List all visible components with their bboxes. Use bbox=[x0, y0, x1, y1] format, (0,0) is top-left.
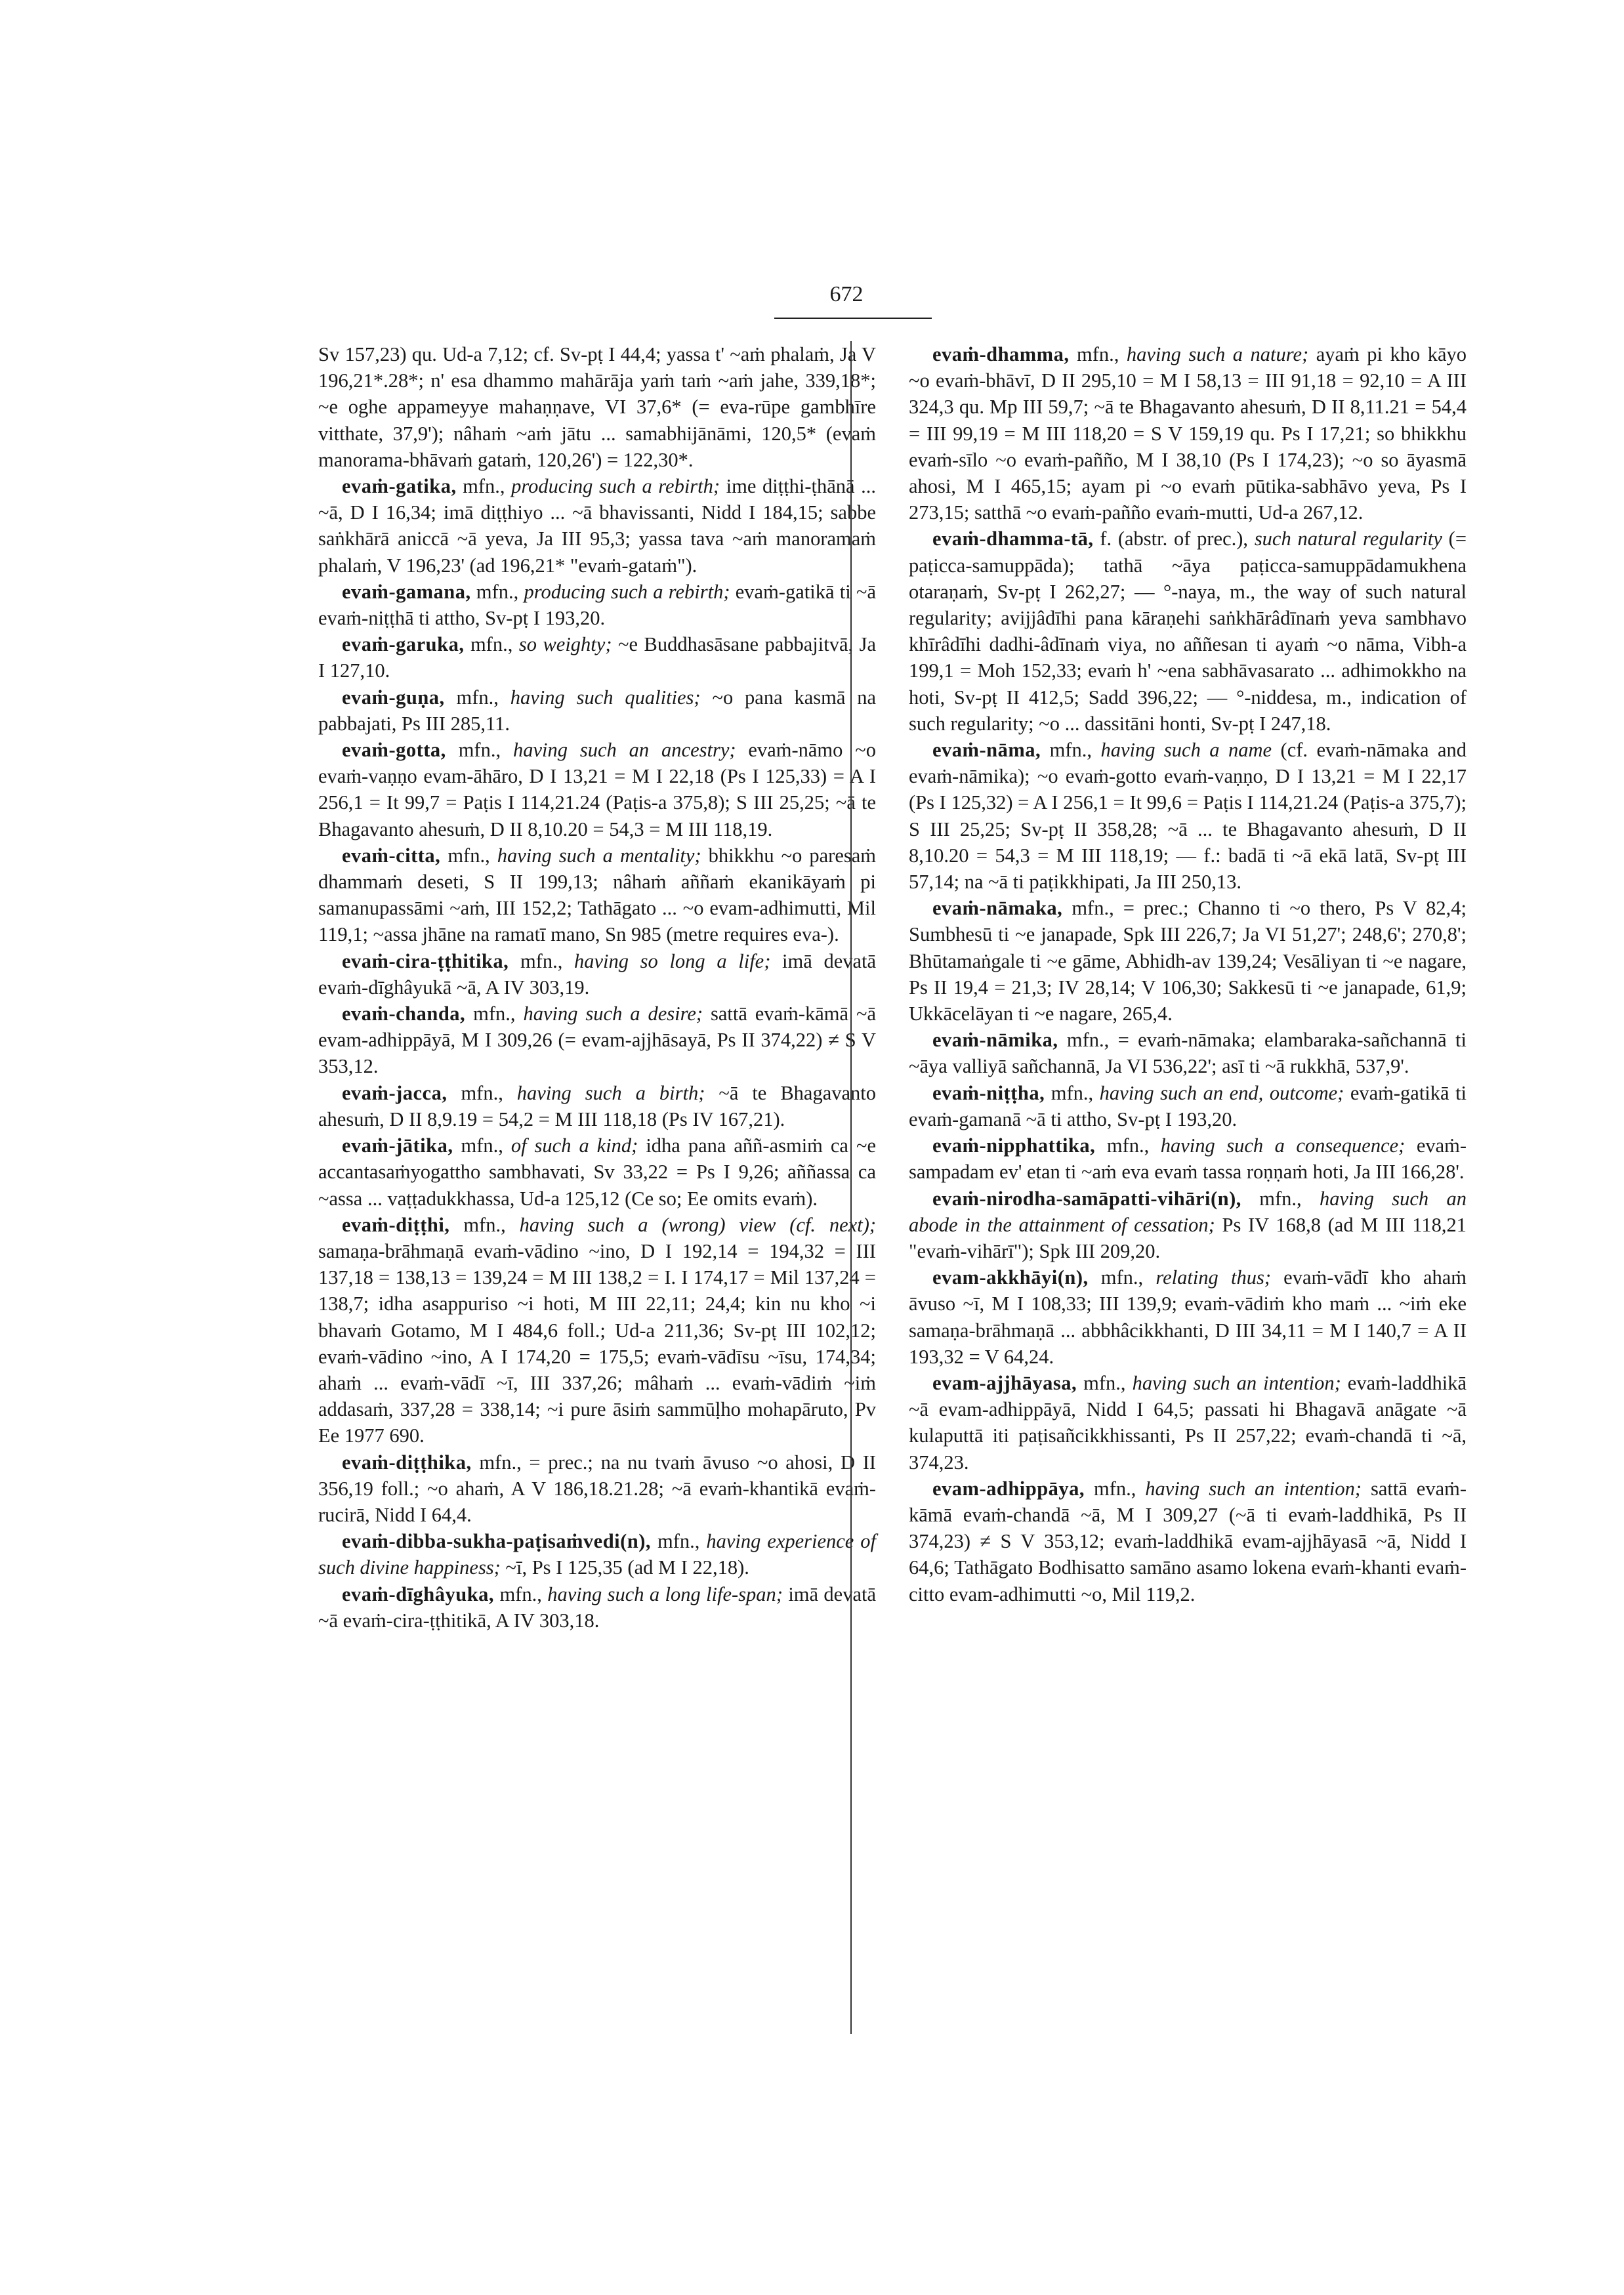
entry-text: evaṁ-laddhikā ~ā evam-adhippāyā, Nidd I 64,5; passati hi Bhagavā anāgate ~ā kulaputtā iti paṭisañcikkhissanti, Ps II 257,22; evaṁ-chandā ti ~ā, 374,23. bbox=[909, 1371, 1467, 1474]
entry-headword: evaṁ-citta, bbox=[342, 844, 441, 867]
entry-grammar: f. (abstr. of prec.), bbox=[1100, 527, 1249, 550]
page-number: 672 bbox=[829, 282, 864, 306]
dictionary-entry bbox=[909, 1476, 1467, 1607]
entry-text: elambaraka-sañchannā ti ~āya valliyā sañchannā, Ja VI 536,22'; asī ti ~ā rukkhā, 537,9'. bbox=[909, 1029, 1467, 1078]
entry-grammar: mfn., = prec.; bbox=[1072, 897, 1189, 920]
dictionary-entry bbox=[318, 684, 876, 737]
dictionary-entry bbox=[318, 341, 876, 473]
entry-gloss: relating thus; bbox=[1156, 1266, 1271, 1289]
dictionary-entry bbox=[909, 1264, 1467, 1370]
entry-gloss: having such an end, outcome; bbox=[1099, 1081, 1344, 1104]
entry-text: evaṁ-gatikā ti evaṁ-gamanā ~ā ti attho, Sv-pṭ I 193,20. bbox=[909, 1081, 1467, 1130]
entry-text: idha pana aññ-asmiṁ ca ~e accantasaṁyogattho sambhavati, Sv 33,22 = Ps I 9,26; aññassa ca ~assa ... vaṭṭadukkhassa, Ud-a 125,12 (Ce so; Ee omits evaṁ). bbox=[318, 1134, 876, 1210]
entry-headword: evaṁ-nāma, bbox=[932, 739, 1041, 762]
entry-gloss: having such a birth; bbox=[516, 1081, 705, 1104]
entry-text: imā devatā ~ā evaṁ-cira-ṭṭhitikā, A IV 303,18. bbox=[318, 1582, 877, 1632]
entry-text: ~ī, Ps I 125,35 (ad M I 22,18). bbox=[505, 1556, 749, 1579]
entry-text: ~o pana kasmā na pabbajati, Ps III 285,11. bbox=[318, 686, 877, 735]
entry-text: evaṁ-sampadam ev' etan ti ~aṁ eva evaṁ tassa roṇṇaṁ hoti, Ja III 166,28'. bbox=[909, 1134, 1467, 1184]
entry-text: bhikkhu ~o paresaṁ dhammaṁ deseti, S II 199,13; nâhaṁ aññaṁ ekanikāyaṁ pi samanupassāmi ~aṁ, III 152,2; Tathāgato ... ~o evam-adhimutti, Mil 119,1; ~assa jhāne na ramatī mano, Sn 985 (metre requires eva-). bbox=[318, 844, 876, 946]
entry-grammar: mfn., bbox=[499, 1582, 542, 1605]
entry-grammar: mfn., bbox=[1106, 1134, 1150, 1157]
entry-headword: evam-ajjhāyasa, bbox=[932, 1371, 1077, 1394]
entry-gloss: producing such a rebirth; bbox=[524, 580, 730, 603]
entry-headword: evaṁ-dibba-sukha-paṭisaṁvedi(n), bbox=[342, 1530, 652, 1553]
entry-gloss: producing such a rebirth; bbox=[511, 475, 720, 498]
entry-headword: evam-akkhāyi(n), bbox=[932, 1266, 1089, 1289]
entry-gloss: having experience of such divine happiness; bbox=[318, 1530, 877, 1579]
entry-headword: evaṁ-dīghâyuka, bbox=[342, 1582, 495, 1605]
dictionary-entry bbox=[318, 1132, 876, 1212]
dictionary-entry bbox=[318, 579, 876, 631]
left-column bbox=[318, 341, 876, 1634]
entry-text: Channo ti ~o thero, Ps V 82,4; Sumbhesū ti ~e janapade, Spk III 226,7; Ja VI 51,27'; 248,6'; 270,8'; Bhūtamaṅgale ti ~e gāme, Abhidh-av 139,24; Vesāliyan ti ~e nagare, Ps II 19,4 = 21,3; IV 28,14; V 106,30; Sakkesū ti ~e janapade, 61,9; Ukkācelāyan ti ~e nagare, 265,4. bbox=[909, 897, 1467, 1025]
entry-gloss: so weighty; bbox=[518, 633, 612, 656]
dictionary-entry bbox=[318, 948, 876, 1001]
entry-text: evaṁ-vādī kho ahaṁ āvuso ~ī, M I 108,33; III 139,9; evaṁ-vādiṁ kho maṁ ... ~iṁ eke samaṇa-brāhmaṇā ... abbhâcikkhanti, D III 34,11 = M I 140,7 = A II 193,32 = V 64,24. bbox=[909, 1266, 1467, 1368]
dictionary-entry bbox=[318, 1528, 876, 1581]
entry-text: ~e Buddhasāsane pabbajitvā, Ja I 127,10. bbox=[318, 633, 877, 682]
entry-headword: evam-adhippāya, bbox=[932, 1477, 1085, 1500]
dictionary-entry bbox=[909, 1027, 1467, 1079]
dictionary-entry bbox=[318, 842, 876, 948]
entry-grammar: mfn., bbox=[463, 1213, 506, 1236]
entry-grammar: mfn., bbox=[1051, 1081, 1094, 1104]
entry-grammar: mfn., bbox=[456, 686, 499, 709]
dictionary-entry bbox=[909, 1186, 1467, 1265]
entry-grammar: mfn., bbox=[1076, 343, 1119, 365]
dictionary-entry bbox=[318, 631, 876, 684]
entry-grammar: mfn., bbox=[473, 1003, 516, 1025]
entry-gloss: having such a name bbox=[1100, 739, 1272, 762]
entry-gloss: such natural regularity bbox=[1254, 527, 1442, 550]
entry-grammar: mfn., bbox=[470, 633, 513, 656]
entry-gloss: having such qualities; bbox=[510, 686, 701, 709]
dictionary-entry bbox=[318, 1080, 876, 1132]
entry-gloss: having such a consequence; bbox=[1160, 1134, 1405, 1157]
dictionary-entry bbox=[909, 895, 1467, 1027]
entry-gloss: having such a (wrong) view (cf. next); bbox=[519, 1213, 877, 1236]
entry-headword: evaṁ-nāmika, bbox=[932, 1029, 1058, 1052]
entry-headword: evaṁ-garuka, bbox=[342, 633, 465, 656]
dictionary-entry bbox=[318, 473, 876, 579]
entry-text: sattā evaṁ-kāmā ~ā evam-adhippāyā, M I 309,26 (= evam-ajjhāsayā, Ps II 374,22) ≠ S V 353,12. bbox=[318, 1003, 877, 1078]
entry-text: evaṁ-gatikā ti ~ā evaṁ-niṭṭhā ti attho, Sv-pṭ I 193,20. bbox=[318, 580, 876, 630]
entry-gloss: having such a nature; bbox=[1126, 343, 1309, 365]
entry-text: imā devatā evaṁ-dīghâyukā ~ā, A IV 303,19. bbox=[318, 949, 877, 999]
entry-grammar: mfn., bbox=[1259, 1187, 1302, 1210]
entry-grammar: mfn., bbox=[1100, 1266, 1144, 1289]
column-divider bbox=[850, 341, 852, 2034]
entry-headword: evaṁ-nipphattika, bbox=[932, 1134, 1096, 1157]
entry-grammar: mfn., bbox=[1049, 739, 1092, 762]
dictionary-entry bbox=[318, 1001, 876, 1080]
entry-text: ~ā te Bhagavanto ahesuṁ, D II 8,9.19 = 54,2 = M III 118,18 (Ps IV 167,21). bbox=[318, 1081, 876, 1130]
dictionary-entry bbox=[318, 1449, 876, 1529]
entry-headword: evaṁ-gamana, bbox=[342, 580, 471, 603]
entry-grammar: mfn., bbox=[657, 1530, 700, 1553]
entry-headword: evaṁ-chanda, bbox=[342, 1003, 466, 1025]
entry-grammar: mfn., bbox=[463, 475, 505, 498]
entry-headword: evaṁ-nirodha-samāpatti-vihāri(n), bbox=[932, 1187, 1241, 1210]
dictionary-entry bbox=[909, 1080, 1467, 1132]
entry-grammar: mfn., bbox=[458, 739, 501, 762]
entry-gloss: having such a long life-span; bbox=[547, 1582, 783, 1605]
entry-headword: evaṁ-dhamma-tā, bbox=[932, 527, 1094, 550]
dictionary-entry bbox=[318, 737, 876, 842]
entry-grammar: mfn., = prec.; bbox=[479, 1451, 593, 1474]
entry-headword: evaṁ-gotta, bbox=[342, 739, 446, 762]
entry-text: sattā evaṁ-kāmā evaṁ-chandā ~ā, M I 309,27 (~ā ti evaṁ-laddhikā, Ps II 374,23) ≠ S V 353,12; evaṁ-laddhikā evam-ajjhāyasā ~ā, Nidd I 64,6; Tathāgato Bodhisatto samāno asamo lokena evaṁ-khanti evaṁ-citto evam-adhimutti ~o, Mil 119,2. bbox=[909, 1477, 1467, 1605]
entry-headword: evaṁ-jātika, bbox=[342, 1134, 453, 1157]
entry-text: na nu tvaṁ āvuso ~o ahosi, D II 356,19 foll.; ~o ahaṁ, A V 186,18.21.28; ~ā evaṁ-khantikā evaṁ-rucirā, Nidd I 64,4. bbox=[318, 1451, 877, 1526]
dictionary-entry bbox=[318, 1581, 876, 1634]
entry-grammar: mfn., bbox=[1093, 1477, 1136, 1500]
entry-gloss: having so long a life; bbox=[574, 949, 771, 972]
dictionary-entry bbox=[318, 1212, 876, 1449]
entry-headword: evaṁ-niṭṭha, bbox=[932, 1081, 1045, 1104]
entry-grammar: mfn., bbox=[461, 1134, 503, 1157]
entry-grammar: mfn., bbox=[476, 580, 519, 603]
entry-headword: evaṁ-cira-ṭṭhitika, bbox=[342, 949, 509, 972]
dictionary-entry bbox=[909, 1370, 1467, 1476]
entry-headword: evaṁ-nāmaka, bbox=[932, 897, 1063, 920]
entry-gloss: having such an abode in the attainment of cessation; bbox=[909, 1187, 1467, 1236]
dictionary-entry bbox=[909, 737, 1467, 895]
entry-text: ayaṁ pi kho kāyo ~o evaṁ-bhāvī, D II 295,10 = M I 58,13 = III 91,18 = 92,10 = A III 324,3 qu. Mp III 59,7; ~ā te Bhagavanto ahesuṁ, D II 8,11.21 = 54,4 = III 99,19 = M III 118,20 = S V 159,19 qu. Ps I 17,21; so bhikkhu evaṁ-sīlo ~o evaṁ-pañño, M I 38,10 (Ps I 174,23); ~o so āyasmā ahosi, M I 465,15; ayam pi ~o evaṁ pūtika-sabhāvo yeva, Ps I 273,15; satthā ~o evaṁ-pañño evaṁ-mutti, Ud-a 267,12. bbox=[909, 343, 1467, 524]
entry-headword: evaṁ-jacca, bbox=[342, 1081, 448, 1104]
entry-grammar: mfn., bbox=[461, 1081, 503, 1104]
entry-grammar: mfn., bbox=[520, 949, 563, 972]
entry-text: ime diṭṭhi-ṭhānā ... ~ā, D I 16,34; imā diṭṭhiyo ... ~ā bhavissanti, Nidd I 184,15; sabbe saṅkhārā aniccā ~ā yeva, Ja III 95,3; yassa tava ~aṁ manoramaṁ phalaṁ, V 196,23' (ad 196,21* "evaṁ-gataṁ"). bbox=[318, 475, 877, 577]
dictionary-entry bbox=[909, 526, 1467, 737]
entry-headword: evaṁ-guṇa, bbox=[342, 686, 445, 709]
entry-text: samaṇa-brāhmaṇā evaṁ-vādino ~ino, D I 192,14 = 194,32 = III 137,18 = 138,13 = 139,24 = M III 138,2 = I. I 174,17 = Mil 137,24 = 138,7; idha asappuriso ~i hoti, M III 22,11; 24,4; kin nu kho ~i bhavaṁ Gotamo, M I 484,6 foll.; Ud-a 211,36; Sv-pṭ III 102,12; evaṁ-vādino ~ino, A I 174,20 = 175,5; evaṁ-vādīsu ~īsu, 174,34; ahaṁ ... evaṁ-vādī ~ī, III 337,26; mâhaṁ ... evaṁ-vādiṁ ~iṁ addasaṁ, 337,28 = 338,14; ~i pure āsiṁ sammūḷho mohapāruto, Pv Ee 1977 690. bbox=[318, 1239, 876, 1447]
page-number-rule bbox=[774, 318, 932, 319]
entry-text: (= paṭicca-samuppāda); tathā ~āya paṭicca-samuppādamukhena otaraṇaṁ, Sv-pṭ I 262,27; — °-naya, m., the way of such natural regularity; avijjâdīhi pana kāraṇehi saṅkhārâdīnaṁ yeva sambhavo khīrâdīhi dadhi-âdīnaṁ viya, no aññesan ti ayaṁ ~o nāma, Vibh-a 199,1 = Moh 152,33; evaṁ h' ~ena sabhāvasarato ... adhimokkho na hoti, Sv-pṭ II 412,5; Sadd 396,22; — °-niddesa, m., indication of such regularity; ~o ... dassitāni honti, Sv-pṭ I 247,18. bbox=[909, 527, 1467, 735]
entry-headword: evaṁ-dhamma, bbox=[932, 343, 1070, 365]
entry-headword: evaṁ-diṭṭhika, bbox=[342, 1451, 472, 1474]
entry-grammar: mfn., bbox=[1083, 1371, 1126, 1394]
right-column bbox=[909, 341, 1467, 1607]
entry-text: Sv 157,23) qu. Ud-a 7,12; cf. Sv-pṭ I 44,4; yassa t' ~aṁ phalaṁ, Ja V 196,21*.28*; n' esa dhammo mahārāja yaṁ taṁ ~aṁ jahe, 339,18*; ~e oghe appameyye mahaṇṇave, VI 37,6* (= eva-rūpe gambhīre vitthate, 37,9'); nâhaṁ ~aṁ jātu ... samabhijānāmi, 120,5* (evaṁ manorama-bhāvaṁ gataṁ, 120,26') = 122,30*. bbox=[318, 343, 876, 471]
entry-text: Ps IV 168,8 (ad M III 118,21 "evaṁ-vihārī"); Spk III 209,20. bbox=[909, 1213, 1467, 1262]
entry-grammar: mfn., bbox=[448, 844, 490, 867]
entry-headword: evaṁ-diṭṭhi, bbox=[342, 1213, 450, 1236]
entry-gloss: having such a desire; bbox=[523, 1003, 703, 1025]
entry-text: evaṁ-nāmo ~o evaṁ-vaṇṇo evam-āhāro, D I 13,21 = M I 22,18 (Ps I 125,33) = A I 256,1 = It 99,7 = Paṭis I 114,21.24 (Paṭis-a 375,8); S III 25,25; ~ā te Bhagavanto ahesuṁ, D II 8,10.20 = 54,3 = M III 118,19. bbox=[318, 739, 877, 840]
dictionary-entry bbox=[909, 1132, 1467, 1185]
entry-grammar: mfn., = evaṁ-nāmaka; bbox=[1066, 1029, 1256, 1052]
entry-text: (cf. evaṁ-nāmaka and evaṁ-nāmika); ~o evaṁ-gotto evaṁ-vaṇṇo, D I 13,21 = M I 22,17 (Ps I 125,32) = A I 256,1 = It 99,6 = Paṭis I 114,21.24 (Paṭis-a 375,7); S III 25,25; Sv-pṭ II 358,28; ~ā ... te Bhagavanto ahesuṁ, D II 8,10.20 = 54,3 = M III 118,19; — f.: badā ti ~ā ekā latā, Sv-pṭ III 57,14; na ~ā ti paṭikkhipati, Ja III 250,13. bbox=[909, 739, 1467, 894]
entry-headword: evaṁ-gatika, bbox=[342, 475, 457, 498]
entry-gloss: having such an intention; bbox=[1132, 1371, 1341, 1394]
entry-gloss: having such a mentality; bbox=[497, 844, 701, 867]
entry-gloss: of such a kind; bbox=[510, 1134, 638, 1157]
entry-gloss: having such an ancestry; bbox=[512, 739, 736, 762]
dictionary-entry bbox=[909, 341, 1467, 526]
entry-gloss: having such an intention; bbox=[1145, 1477, 1362, 1500]
